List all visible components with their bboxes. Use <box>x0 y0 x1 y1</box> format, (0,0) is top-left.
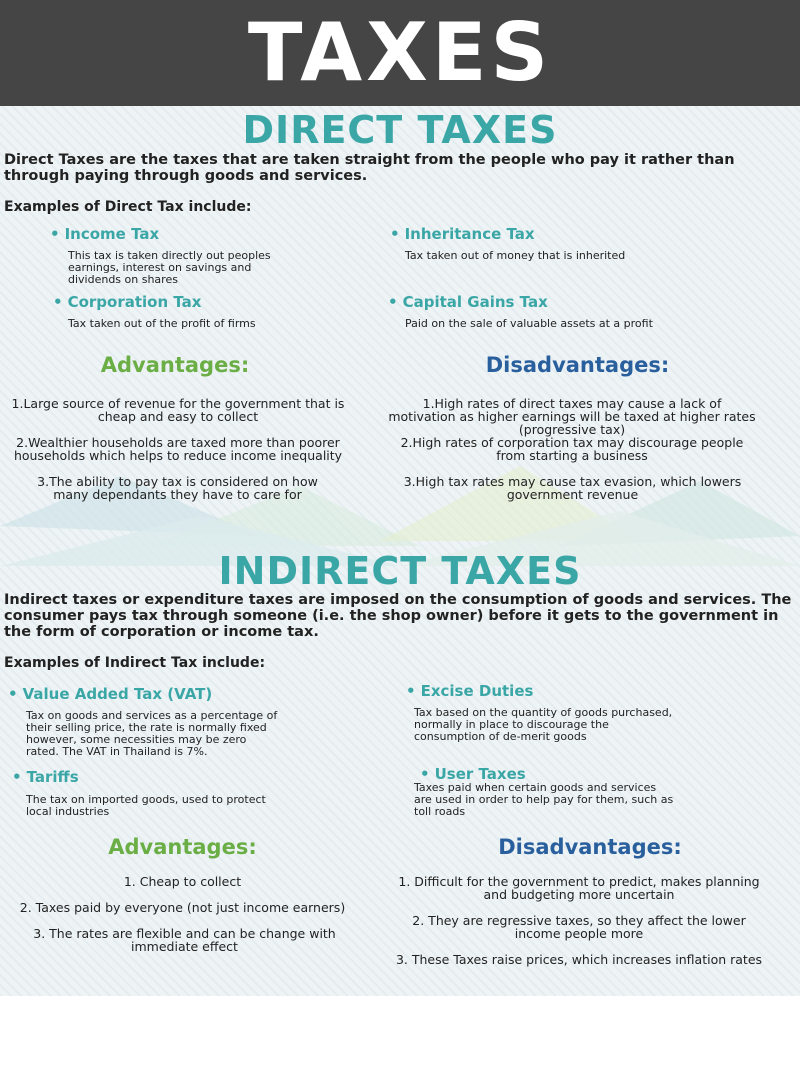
indirect-intro: Indirect taxes or expenditure taxes are imposed on the consumption of goods and services. The consumer pays tax through someone (i.e. the shop owner) before it gets to the government in the form of corporation or income tax. <box>4 592 792 640</box>
direct-item-corporation-tax-desc: Tax taken out of the profit of firms <box>68 317 256 330</box>
indirect-item-user-taxes: • User Taxes <box>420 765 526 783</box>
indirect-taxes-title: INDIRECT TAXES <box>218 549 582 593</box>
indirect-item-vat-desc: Tax on goods and services as a percentage of their selling price, the rate is normally fixed however, some necessities may be zero rated. The VAT in Thailand is 7%. <box>26 709 278 758</box>
indirect-item-tariffs-desc: The tax on imported goods, used to protect local industries <box>26 793 266 818</box>
indirect-advantage-1: 1. Cheap to collect <box>123 874 242 889</box>
direct-disadvantage-3: 3.High tax rates may cause tax evasion, which lowers government revenue <box>403 474 742 502</box>
direct-item-income-tax: • Income Tax <box>50 225 160 243</box>
indirect-advantage-3: 3. The rates are flexible and can be change with immediate effect <box>33 926 336 954</box>
indirect-disadvantage-2: 2. They are regressive taxes, so they affect the lower income people more <box>412 913 746 941</box>
indirect-item-tariffs: • Tariffs <box>12 768 79 786</box>
direct-disadvantages-heading: Disadvantages: <box>485 353 670 377</box>
direct-item-inheritance-tax: • Inheritance Tax <box>390 225 535 243</box>
direct-item-capital-gains-tax: • Capital Gains Tax <box>388 293 548 311</box>
direct-taxes-title: DIRECT TAXES <box>242 108 558 152</box>
indirect-disadvantages-heading: Disadvantages: <box>498 835 682 859</box>
indirect-item-vat: • Value Added Tax (VAT) <box>8 685 213 703</box>
direct-item-income-tax-desc: This tax is taken directly out peoples earnings, interest on savings and dividends on shares <box>68 249 271 286</box>
direct-advantages-heading: Advantages: <box>100 353 250 377</box>
direct-disadvantage-2: 2.High rates of corporation tax may discourage people from starting a business <box>400 435 744 463</box>
indirect-item-excise-duties-desc: Tax based on the quantity of goods purchased, normally in place to discourage the consumption of de-merit goods <box>414 706 673 743</box>
indirect-advantages-heading: Advantages: <box>108 835 257 859</box>
direct-intro: Direct Taxes are the taxes that are taken straight from the people who pay it rather than through paying through goods and services. <box>4 152 735 184</box>
direct-examples-heading: Examples of Direct Tax include: <box>4 199 252 215</box>
direct-advantage-3: 3.The ability to pay tax is considered on how many dependants they have to care for <box>37 474 318 502</box>
direct-item-capital-gains-tax-desc: Paid on the sale of valuable assets at a profit <box>405 317 653 330</box>
direct-item-corporation-tax: • Corporation Tax <box>53 293 202 311</box>
direct-advantage-1: 1.Large source of revenue for the government that is cheap and easy to collect <box>11 396 345 424</box>
direct-item-inheritance-tax-desc: Tax taken out of money that is inherited <box>405 249 626 262</box>
indirect-item-user-taxes-desc: Taxes paid when certain goods and services are used in order to help pay for them, such as toll roads <box>414 781 674 818</box>
direct-advantage-2: 2.Wealthier households are taxed more than poorer households which helps to reduce income inequality <box>13 435 343 463</box>
direct-disadvantage-1: 1.High rates of direct taxes may cause a lack of motivation as higher earnings will be taxed at higher rates (progressive tax) <box>388 396 756 437</box>
indirect-disadvantage-1: 1. Difficult for the government to predict, makes planning and budgeting more uncertain <box>398 874 760 902</box>
poster-body <box>0 106 800 996</box>
indirect-disadvantage-3: 3. These Taxes raise prices, which increases inflation rates <box>395 952 763 967</box>
indirect-advantage-2: 2. Taxes paid by everyone (not just income earners) <box>19 900 346 915</box>
indirect-examples-heading: Examples of Indirect Tax include: <box>4 655 266 671</box>
indirect-item-excise-duties: • Excise Duties <box>406 682 534 700</box>
page-title: TAXES <box>247 6 553 99</box>
header-banner <box>0 0 800 106</box>
